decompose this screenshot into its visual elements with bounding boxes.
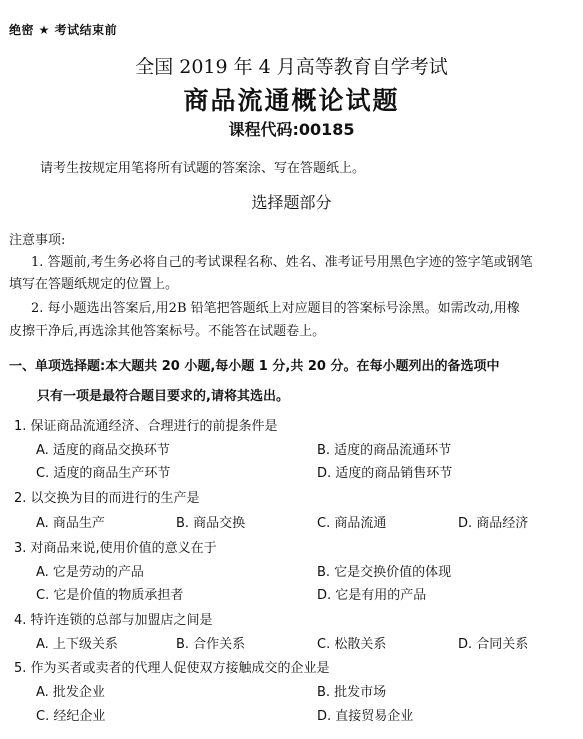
note-2-line-2: 皮擦干净后,再选涂其他答案标号。不能答在试题卷上。 [9, 324, 326, 339]
question-2-option-a: A. 商品生产 [36, 516, 105, 531]
question-1-option-a: A. 适度的商品交换环节 [36, 443, 170, 458]
confidential-label: 绝密 ★ 考试结束前 [9, 23, 118, 37]
question-4-option-d: D. 合同关系 [458, 637, 529, 652]
notes-title: 注意事项: [9, 233, 66, 248]
course-code: 课程代码:00185 [228, 120, 355, 139]
question-5-stem: 5. 作为买者或卖者的代理人促使双方接触成交的企业是 [14, 661, 330, 676]
question-5-option-d: D. 直接贸易企业 [317, 709, 414, 724]
question-4-option-b: B. 合作关系 [176, 637, 246, 652]
answer-instruction: 请考生按规定用笔将所有试题的答案涂、写在答题纸上。 [40, 161, 366, 176]
question-3-option-b: B. 它是交换价值的体现 [317, 565, 452, 580]
paper-title: 商品流通概论试题 [183, 86, 400, 115]
part-one-heading-line-2: 只有一项是最符合题目要求的,请将其选出。 [37, 389, 289, 404]
question-3-stem: 3. 对商品来说,使用价值的意义在于 [14, 541, 217, 556]
question-2-option-c: C. 商品流通 [317, 516, 387, 531]
part-one-heading-line-1: 一、单项选择题:本大题共 20 小题,每小题 1 分,共 20 分。在每小题列出的备选项中 [9, 359, 500, 374]
question-5-option-a: A. 批发企业 [36, 685, 105, 700]
question-1-stem: 1. 保证商品流通经济、合理进行的前提条件是 [14, 419, 278, 434]
question-2-option-d: D. 商品经济 [458, 516, 529, 531]
question-4-option-a: A. 上下级关系 [36, 637, 118, 652]
question-2-stem: 2. 以交换为目的而进行的生产是 [14, 491, 200, 506]
question-5-option-c: C. 经纪企业 [36, 709, 106, 724]
question-2-option-b: B. 商品交换 [176, 516, 246, 531]
question-4-option-c: C. 松散关系 [317, 637, 387, 652]
question-1-option-c: C. 适度的商品生产环节 [36, 466, 171, 481]
note-2-line-1: 2. 每小题选出答案后,用2B 铅笔把答题纸上对应题目的答案标号涂黑。如需改动,用橡 [31, 301, 520, 316]
question-1-option-d: D. 适度的商品销售环节 [317, 466, 453, 481]
question-3-option-d: D. 它是有用的产品 [317, 588, 427, 603]
question-3-option-c: C. 它是价值的物质承担者 [36, 588, 184, 603]
note-1-line-2: 填写在答题纸规定的位置上。 [9, 277, 179, 292]
note-1-line-1: 1. 答题前,考生务必将自己的考试课程名称、姓名、准考证号用黑色字迹的签字笔或钢笔 [31, 255, 533, 270]
question-3-option-a: A. 它是劳动的产品 [36, 565, 144, 580]
section-title: 选择题部分 [251, 193, 332, 212]
question-4-stem: 4. 特许连锁的总部与加盟店之间是 [14, 613, 213, 628]
question-5-option-b: B. 批发市场 [317, 685, 387, 700]
exam-title: 全国 2019 年 4 月高等教育自学考试 [135, 56, 448, 78]
question-1-option-b: B. 适度的商品流通环节 [317, 443, 452, 458]
